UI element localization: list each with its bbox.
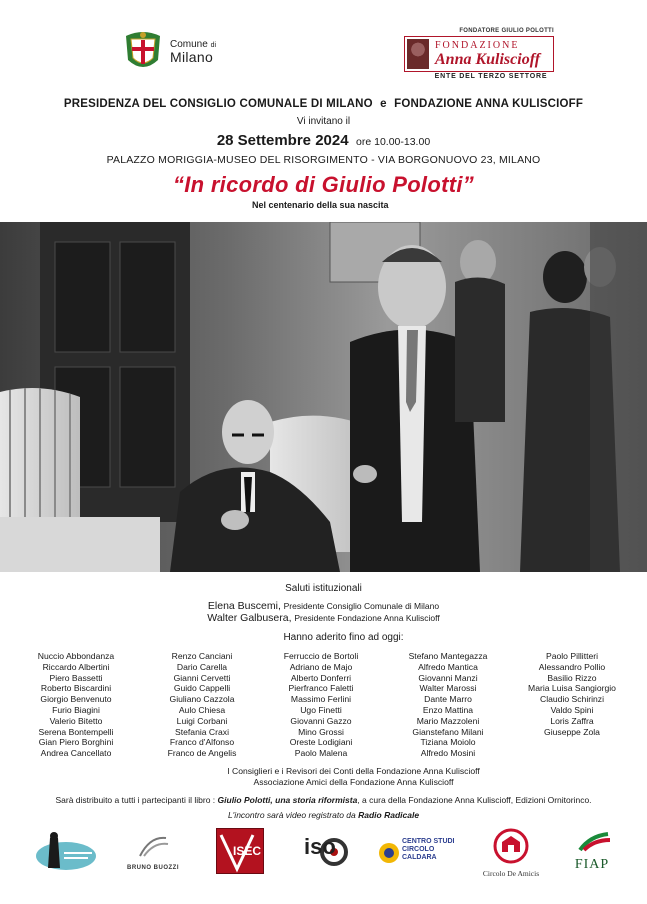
adherent-name: Renzo Canciani — [171, 651, 233, 661]
organizer-ampersand: e — [380, 98, 387, 110]
adherent-name: Nuccio Abbondanza — [37, 651, 115, 661]
adherent-name: Roberto Biscardini — [40, 683, 112, 694]
altobelli-logo-icon — [34, 830, 98, 879]
adherent-name: Gianni Cervetti — [173, 672, 231, 683]
caldara-label-line3: CALDARA — [402, 854, 437, 861]
event-title: “In ricordo di Giulio Polotti” — [172, 172, 475, 197]
fiap-label: FIAP — [574, 857, 610, 872]
adherent-name: Ugo Finetti — [300, 704, 342, 715]
adherent-name: Enzo Mattina — [422, 704, 474, 715]
event-subtitle: Nel centenario della sua nascita — [252, 200, 389, 210]
adherent-name: Alessandro Pollio — [538, 661, 606, 672]
organizer-left: PRESIDENZA DEL CONSIGLIO COMUNALE DI MILANO — [63, 98, 373, 110]
speaker-role: Presidente Consiglio Comunale di Milano — [283, 601, 440, 611]
fiap-logo-icon — [566, 830, 618, 873]
saluti-heading: Saluti istituzionali — [285, 583, 362, 594]
adherent-name: Giorgio Benvenuto — [40, 694, 112, 705]
isec-label: ISEC — [233, 844, 262, 858]
adherent-name: Stefania Craxi — [175, 726, 229, 737]
comune-milano-logo — [122, 30, 216, 74]
milano-coat-of-arms-icon — [122, 30, 164, 74]
adherent-name: Dante Marro — [424, 694, 472, 705]
adherent-name: Riccardo Albertini — [42, 661, 110, 672]
adherent-name: Tiziana Moiolo — [420, 737, 476, 748]
recording-line — [0, 810, 647, 820]
distribution-details: , a cura della Fondazione Anna Kuliscioff, Edizioni Ornitorinco. — [357, 795, 592, 805]
distribution-intro: Sarà distribuito a tutti i partecipanti il libro : — [55, 795, 216, 805]
fondazione-sector-line: ENTE DEL TERZO SETTORE — [434, 73, 548, 80]
association-line: Associazione Amici della Fondazione Anna Kuliscioff — [253, 777, 454, 787]
event-time: ore 10.00-13.00 — [356, 136, 431, 148]
adherent-name: Valerio Bitetto — [49, 715, 103, 726]
adherent-name: Giuliano Cazzola — [169, 694, 235, 705]
book-title: Giulio Polotti, una storia riformista — [217, 795, 358, 805]
councillors-line: I Consiglieri e i Revisori dei Conti della Fondazione Anna Kuliscioff — [227, 766, 480, 776]
deamicis-label: Circolo De Amicis — [482, 869, 540, 878]
recording-intro: L'incontro sarà video registrato da — [227, 810, 356, 820]
adherents-column — [146, 651, 258, 759]
adherents-column — [20, 651, 132, 759]
date-line — [0, 132, 647, 150]
adherent-name: Aulo Chiesa — [178, 704, 226, 715]
adherent-name: Paolo Malena — [294, 748, 348, 759]
adherent-name: Guido Cappelli — [173, 683, 231, 694]
adherents-column — [510, 651, 634, 737]
adherent-name: Alfredo Mosini — [420, 748, 476, 759]
caldara-label-line1: CENTRO STUDI — [402, 838, 455, 845]
adherents-column — [390, 651, 506, 759]
adherent-name: Alberto Donferri — [290, 672, 352, 683]
fondazione-line1: FONDAZIONE — [435, 40, 520, 51]
organizers-line — [0, 98, 647, 110]
adherent-name: Dario Carella — [176, 661, 228, 672]
adherent-name: Giovanni Gazzo — [290, 715, 352, 726]
adherents-heading: Hanno aderito fino ad oggi: — [283, 632, 404, 643]
adherent-name: Basilio Rizzo — [547, 672, 597, 683]
caldara-logo-icon — [378, 838, 458, 868]
adherent-name: Furio Biagini — [52, 704, 100, 715]
adherent-name: Loris Zaffra — [550, 715, 594, 726]
adherent-name: Alfredo Mantica — [418, 661, 478, 672]
speaker-role: Presidente Fondazione Anna Kuliscioff — [294, 613, 440, 623]
adherent-name: Piero Bassetti — [49, 672, 103, 683]
adherent-name: Serena Bontempelli — [38, 726, 114, 737]
speaker-name: Walter Galbusera, — [207, 612, 292, 624]
adherents-column — [264, 651, 378, 759]
milano-line1-small: di — [210, 42, 217, 49]
milano-line1: Comune — [170, 39, 208, 50]
adherent-name: Oreste Lodigiani — [289, 737, 353, 748]
adherent-name: Valdo Spini — [550, 704, 594, 715]
adherent-name: Gianstefano Milani — [412, 726, 484, 737]
book-distribution-line — [0, 795, 647, 805]
fondazione-kuliscioff-logo — [404, 28, 554, 80]
adherent-name: Ferruccio de Bortoli — [283, 651, 359, 661]
adherent-name: Giovanni Manzi — [418, 672, 478, 683]
iso-logo-icon — [302, 828, 354, 876]
deamicis-logo-icon — [478, 828, 544, 878]
adherent-name: Claudio Schirinzi — [539, 694, 604, 705]
adherent-name: Maria Luisa Sangiorgio — [528, 683, 616, 694]
portrait-icon — [407, 39, 429, 69]
event-photo — [0, 222, 647, 572]
adherent-name: Giuseppe Zola — [544, 726, 600, 737]
event-date: 28 Settembre 2024 — [216, 132, 349, 149]
adherent-name: Mario Mazzoleni — [416, 715, 480, 726]
buozzi-logo-icon — [120, 832, 186, 871]
isec-logo-icon — [216, 828, 264, 874]
adherent-name: Adriano de Majo — [289, 661, 353, 672]
caldara-label-line2: CIRCOLO — [402, 846, 435, 853]
adherent-name: Franco de Angelis — [167, 748, 237, 759]
adherent-name: Luigi Corbani — [176, 715, 228, 726]
buozzi-label: BRUNO BUOZZI — [127, 865, 179, 871]
adherent-name: Franco d'Alfonso — [169, 737, 235, 748]
adherent-name: Pierfranco Faletti — [288, 683, 354, 694]
adherent-name: Paolo Pillitteri — [545, 651, 599, 661]
adherents-list — [0, 651, 647, 761]
speaker-name: Elena Buscemi, — [207, 600, 281, 612]
fondazione-line2: Anna Kuliscioff — [435, 51, 541, 68]
organizer-right: FONDAZIONE ANNA KULISCIOFF — [394, 98, 584, 110]
adherent-name: Gian Piero Borghini — [38, 737, 114, 748]
adherent-name: Mino Grossi — [298, 726, 344, 737]
speaker-row — [0, 600, 647, 612]
sponsor-logos — [0, 826, 647, 896]
fondazione-founder-line: FONDATORE GIULIO POLOTTI — [459, 28, 554, 34]
adherent-name: Stefano Mantegazza — [408, 651, 488, 661]
milano-line2: Milano — [170, 49, 214, 65]
invite-line: Vi invitano il — [296, 116, 351, 127]
radio-name: Radio Radicale — [358, 810, 420, 820]
adherent-name: Andrea Cancellato — [40, 748, 112, 759]
adherent-name: Massimo Ferlini — [290, 694, 352, 705]
iso-label: iso — [304, 834, 336, 859]
event-venue: PALAZZO MORIGGIA-MUSEO DEL RISORGIMENTO - VIA BORGONUOVO 23, MILANO — [106, 154, 541, 166]
speaker-row — [0, 612, 647, 624]
adherent-name: Walter Marossi — [419, 683, 477, 694]
